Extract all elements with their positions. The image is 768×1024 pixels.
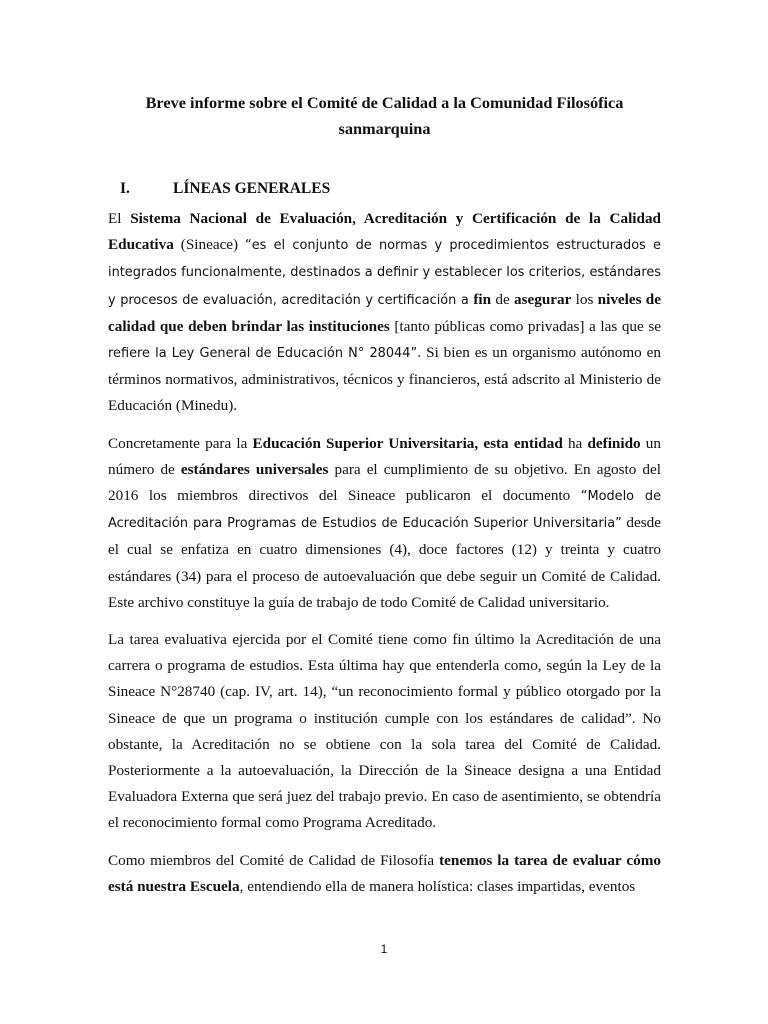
bold-text: niveles de calidad que deben brindar las instituciones xyxy=(108,290,661,335)
page-number: 1 xyxy=(380,942,388,956)
text-run: Si bien es un organismo autónomo en términos normativos, administrativos, técnicos y financieros, está adscrito al Ministerio de Educación (Minedu). xyxy=(108,344,661,415)
bold-text: Educación Superior Universitaria, esta entidad xyxy=(252,434,563,452)
text-run: , entendiendo ella de manera holística: clases impartidas, eventos xyxy=(239,877,636,895)
quoted-definition: “es el conjunto de normas y procedimientos estructurados e integrados funcionalmente, destinados a definir y establecer los criterios, estándares y procesos de evaluación, acreditación y certificación a xyxy=(108,238,661,308)
law-reference: refiere la Ley General de Educación N° 28044”. xyxy=(108,346,422,362)
text-run: El xyxy=(108,210,131,227)
section-title: LÍNEAS GENERALES xyxy=(173,180,331,197)
text-run: (Sineace) xyxy=(173,236,246,254)
text-run: Concretamente para la xyxy=(108,434,253,452)
text-run: [tanto públicas como privadas] a las que se xyxy=(389,317,662,335)
text-run: Como miembros del Comité de Calidad de Filosofía xyxy=(108,851,440,869)
section-number: I. xyxy=(120,180,130,197)
text-run: un número de xyxy=(108,434,661,478)
bold-text: estándares universales xyxy=(180,460,329,478)
text-run: desde el cual se enfatiza en cuatro dimensiones (4), doce factores (12) y treinta y cuatro estándares (34) para el proceso de autoevaluación que debe seguir un Comité de Calidad. Este archivo constituye la guía de trabajo de todo Comité de Calidad universitario. xyxy=(108,514,661,611)
bold-text: fin xyxy=(473,290,492,308)
paragraph-2 xyxy=(108,431,661,616)
text-run: de xyxy=(491,290,514,308)
document-title: Breve informe sobre el Comité de Calidad a la Comunidad Filosófica sanmarquina xyxy=(145,93,624,138)
paragraph-4 xyxy=(108,848,661,900)
bold-text: tenemos la tarea de evaluar cómo está nuestra Escuela xyxy=(108,851,661,895)
section-heading xyxy=(108,176,661,202)
paragraph-1 xyxy=(108,206,661,420)
bold-text: definido xyxy=(587,434,641,452)
bold-text: Sistema Nacional de Evaluación, Acreditación y Certificación de la Calidad Educativa xyxy=(108,210,661,254)
text-run: los xyxy=(571,290,598,308)
text-run: para el cumplimiento de su objetivo. En agosto del 2016 los miembros directivos del Sineace publicaron el documento xyxy=(108,460,661,505)
document-name: “Modelo de Acreditación para Programas de Estudios de Educación Superior Universitaria” xyxy=(108,489,662,532)
paragraph-3: La tarea evaluativa ejercida por el Comité tiene como fin último la Acreditación de una carrera o programa de estudios. Esta última hay que entenderla como, según la Ley de la Sineace N°28740 (cap. IV, art. 14), “un reconocimiento formal y público otorgado por la Sineace de que un programa o institución cumple con los estándares de calidad”. No obstante, la Acreditación no se obtiene con la sola tarea del Comité de Calidad. Posteriormente a la autoevaluación, la Dirección de la Sineace designa a una Entidad Evaluadora Externa que será juez del trabajo previo. En caso de asentimiento, se obtendría el reconocimiento formal como Programa Acreditado. xyxy=(108,631,661,832)
bold-text: asegurar xyxy=(514,290,572,308)
text-run: ha xyxy=(562,434,588,452)
